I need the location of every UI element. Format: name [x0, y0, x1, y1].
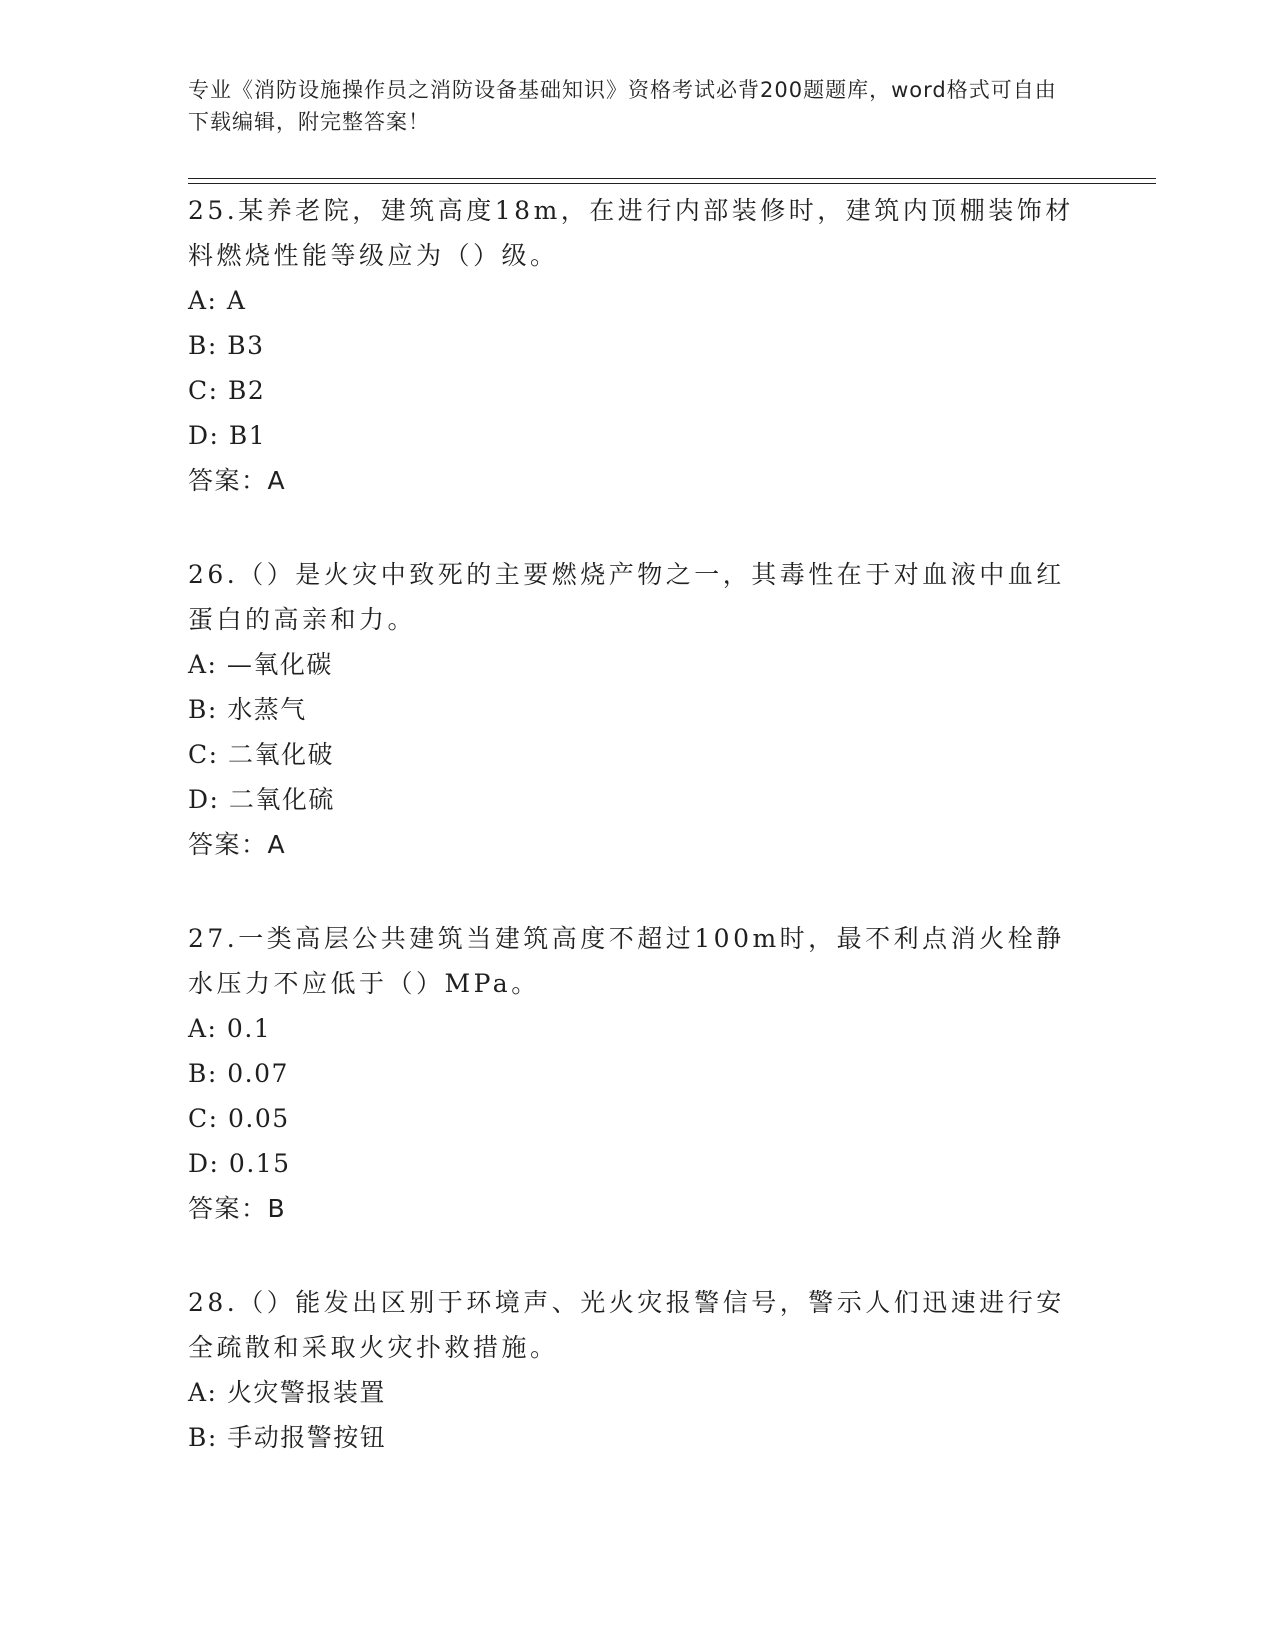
document-header: 专业《消防设施操作员之消防设备基础知识》资格考试必背200题题库，word格式可自由下载编辑，附完整答案！	[188, 78, 1057, 134]
option-c: C: 0.05	[188, 1104, 290, 1133]
option-d: D: 二氧化硫	[188, 785, 335, 814]
question-stem: 27.一类高层公共建筑当建筑高度不超过100m时，最不利点消火栓静水压力不应低于（）MPa。	[188, 924, 1065, 998]
answer-line: 答案：A	[188, 830, 287, 859]
option-a: A: —氧化碳	[188, 650, 333, 679]
option-d: D: B1	[188, 421, 267, 450]
option-d: D: 0.15	[188, 1149, 291, 1178]
question-stem: 25.某养老院，建筑高度18m，在进行内部装修时，建筑内顶棚装饰材料燃烧性能等级应为（）级。	[188, 196, 1074, 270]
option-b: B: 水蒸气	[188, 695, 307, 724]
question-26	[188, 552, 1088, 867]
answer-line: 答案：A	[188, 466, 287, 495]
question-stem: 28.（）能发出区别于环境声、光火灾报警信号，警示人们迅速进行安全疏散和采取火灾扑救措施。	[188, 1288, 1065, 1362]
option-b: B: 0.07	[188, 1059, 289, 1088]
question-27	[188, 916, 1088, 1231]
header-divider-top	[188, 178, 1156, 179]
option-a: A: 0.1	[188, 1014, 272, 1043]
option-b: B: 手动报警按钮	[188, 1423, 387, 1452]
option-a: A: A	[188, 286, 247, 315]
question-stem: 26.（）是火灾中致死的主要燃烧产物之一，其毒性在于对血液中血红蛋白的高亲和力。	[188, 560, 1065, 634]
option-c: C: B2	[188, 376, 266, 405]
header-divider-bottom	[188, 183, 1156, 184]
option-c: C: 二氧化破	[188, 740, 334, 769]
option-b: B: B3	[188, 331, 265, 360]
option-a: A: 火灾警报装置	[188, 1378, 386, 1407]
answer-line: 答案：B	[188, 1194, 287, 1223]
question-25	[188, 188, 1088, 503]
question-28	[188, 1280, 1088, 1460]
